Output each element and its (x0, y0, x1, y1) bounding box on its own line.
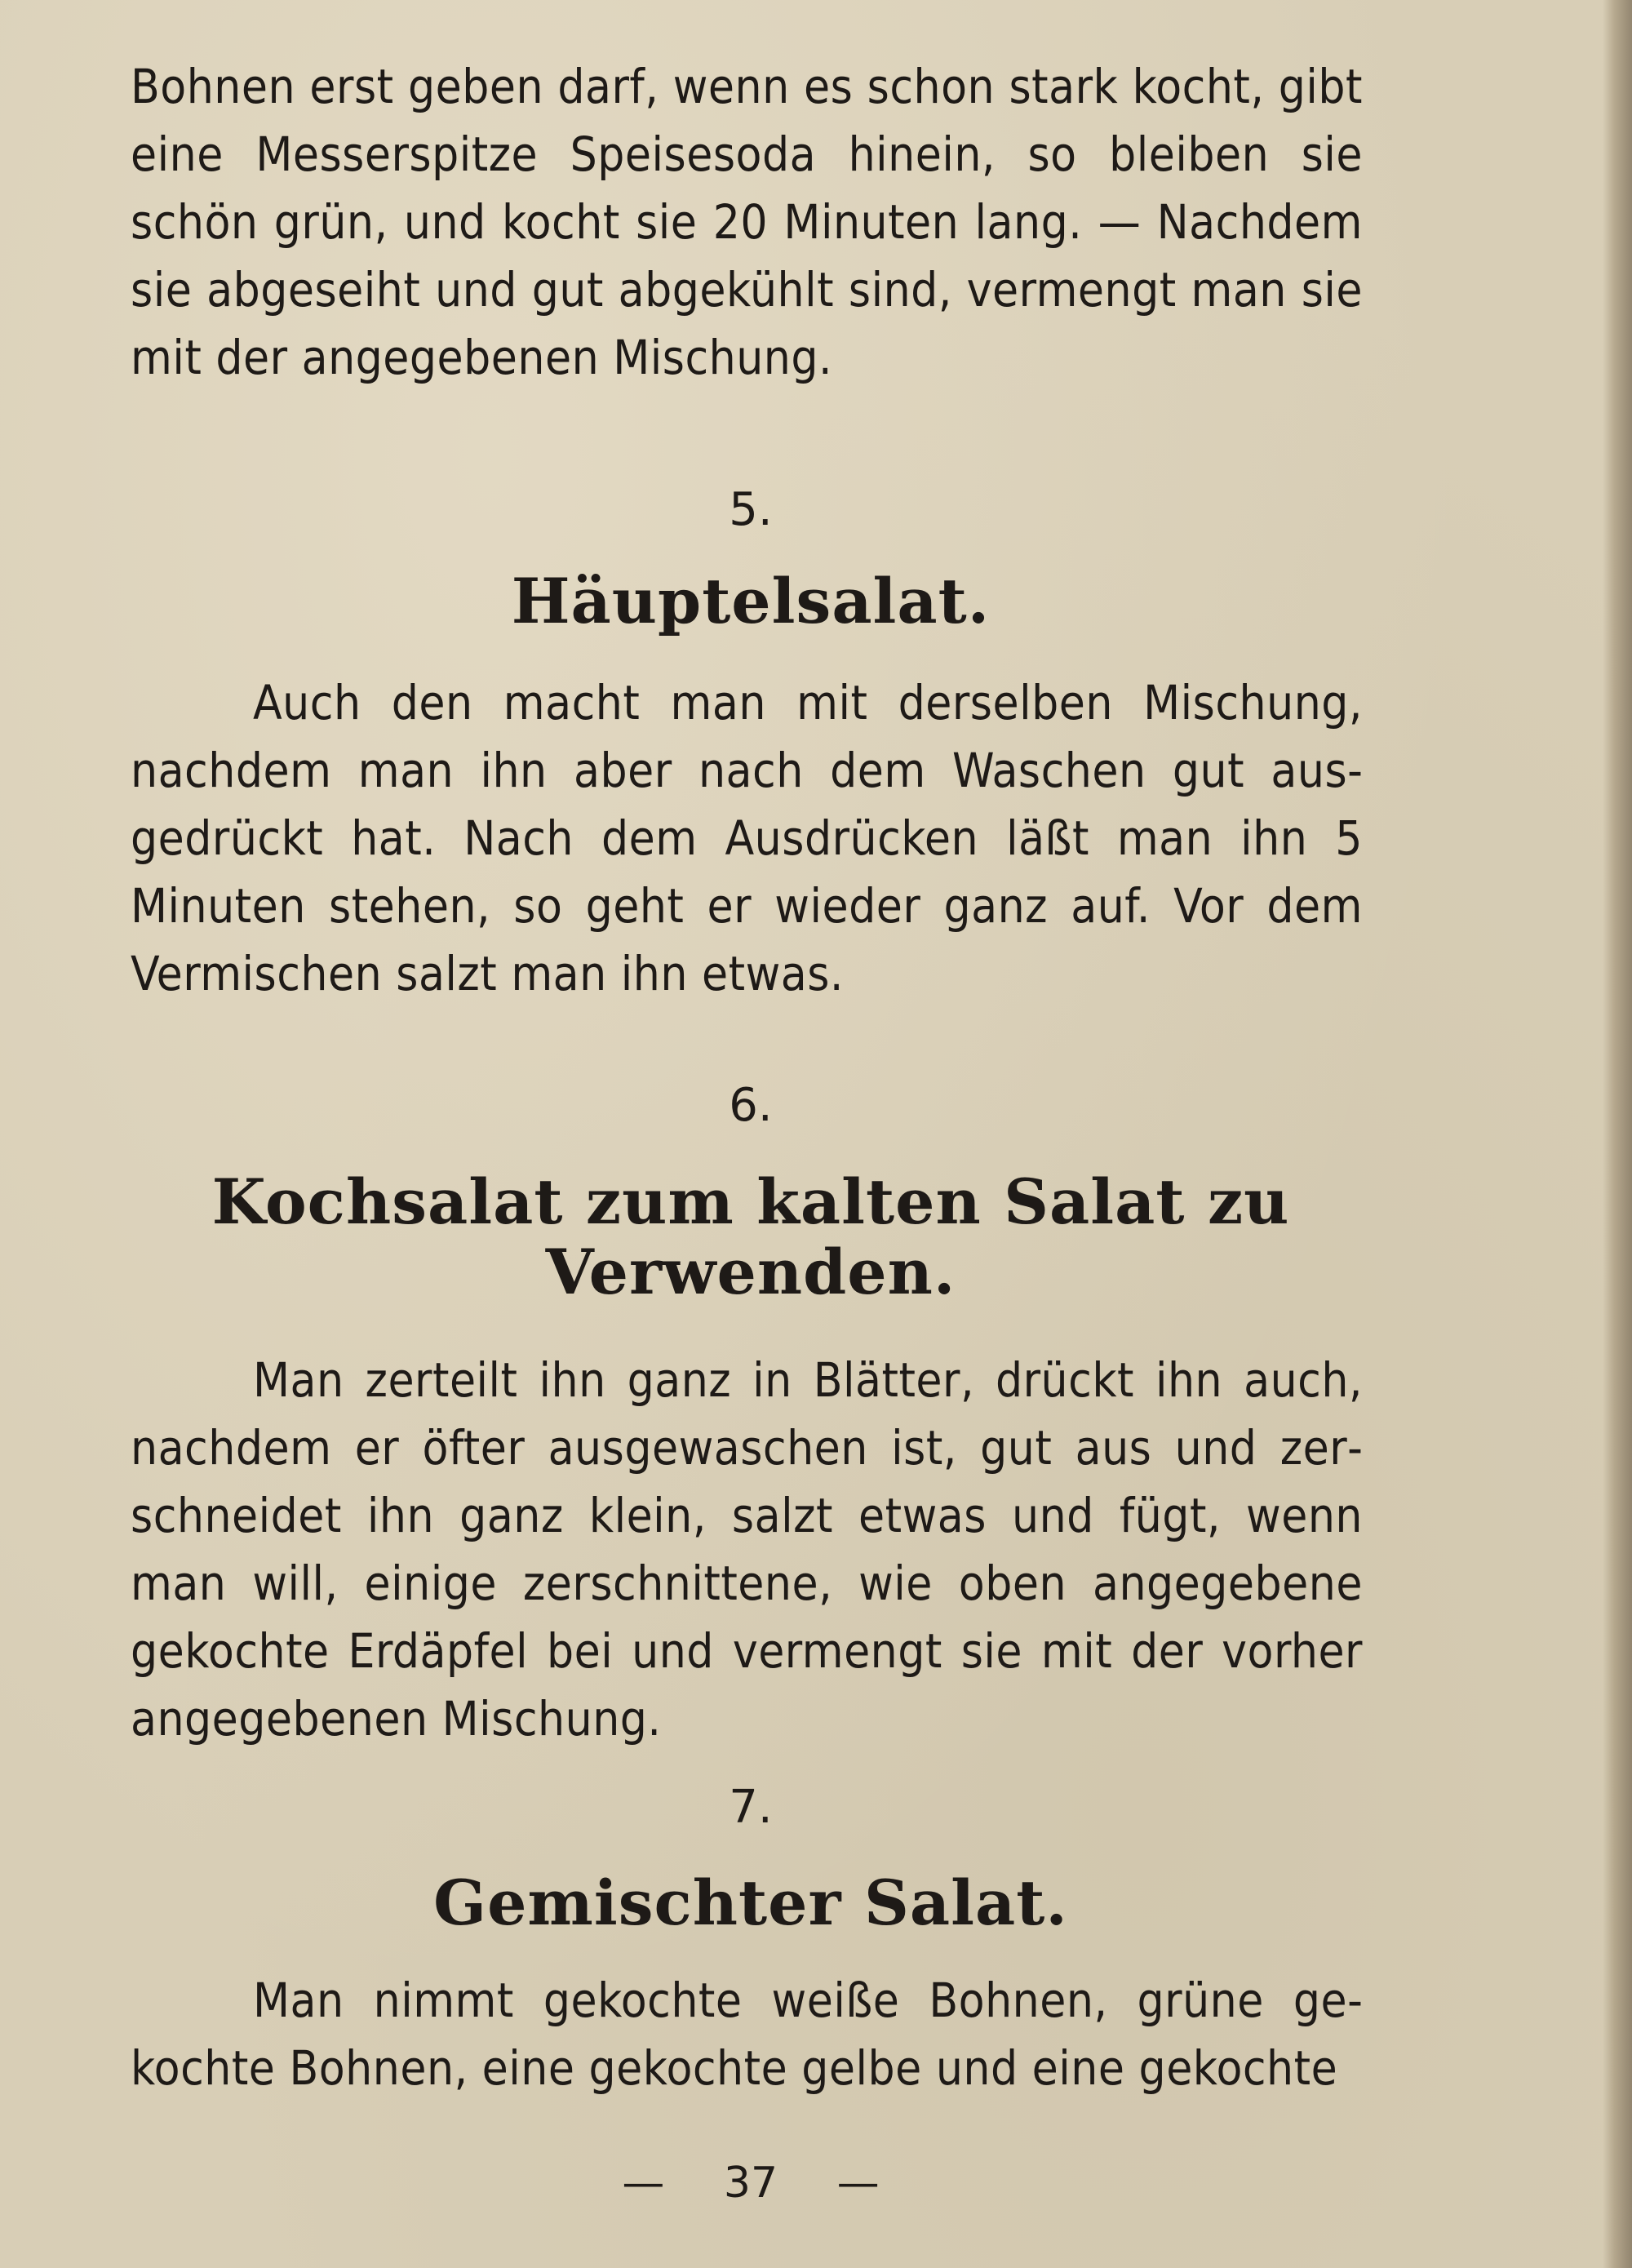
section-6-title: Kochsalat zum kalten Salat zu Verwenden. (211, 1165, 1290, 1308)
intro-paragraph: Bohnen erst geben darf, wenn es schon stark kocht, gibt eine Messerspitze Speisesoda hinein, so bleiben sie schön grün, und kocht sie 20 Minuten lang. — Nachdem sie abgeseiht und gut abgekühlt sind, vermengt man sie mit der angegebenen Mischung. (131, 59, 1363, 385)
page-number: 37 (723, 2159, 778, 2208)
section-6-number: 6. (729, 1079, 773, 1132)
footer-dash-left: — (622, 2159, 665, 2208)
section-7-number: 7. (729, 1781, 773, 1834)
page-footer (0, 2155, 1501, 2212)
section-6-body (131, 1347, 1363, 1753)
section-5-body (131, 669, 1363, 1008)
section-5-paragraph: Auch den macht man mit derselben Mischung, nachdem man ihn aber nach dem Waschen gut ausgedrückt hat. Nach dem Ausdrücken läßt man ihn 5 Minuten stehen, so geht er wieder ganz auf. Vor dem Vermischen salzt man ihn etwas. (131, 675, 1363, 1001)
section-6-paragraph: Man zerteilt ihn ganz in Blätter, drückt ihn auch, nachdem er öfter ausgewaschen ist, gut aus und zerschneidet ihn ganz klein, salzt etwas und fügt, wenn man will, einige zerschnittene, wie oben angegebene gekochte Erdäpfel bei und vermengt sie mit der vorher angegebenen Mischung. (131, 1352, 1363, 1746)
section-7-paragraph: Man nimmt gekochte weiße Bohnen, grüne gekochte Bohnen, eine gekochte gelbe und eine gekochte (131, 1973, 1363, 2096)
section-5-title: Häuptelsalat. (511, 565, 991, 637)
section-5-number: 5. (729, 483, 773, 536)
intro-text (131, 53, 1363, 392)
section-7-body (131, 1967, 1363, 2102)
page-binding-edge (1603, 0, 1632, 2268)
footer-dash-right: — (836, 2159, 880, 2208)
section-7-title: Gemischter Salat. (433, 1866, 1068, 1939)
